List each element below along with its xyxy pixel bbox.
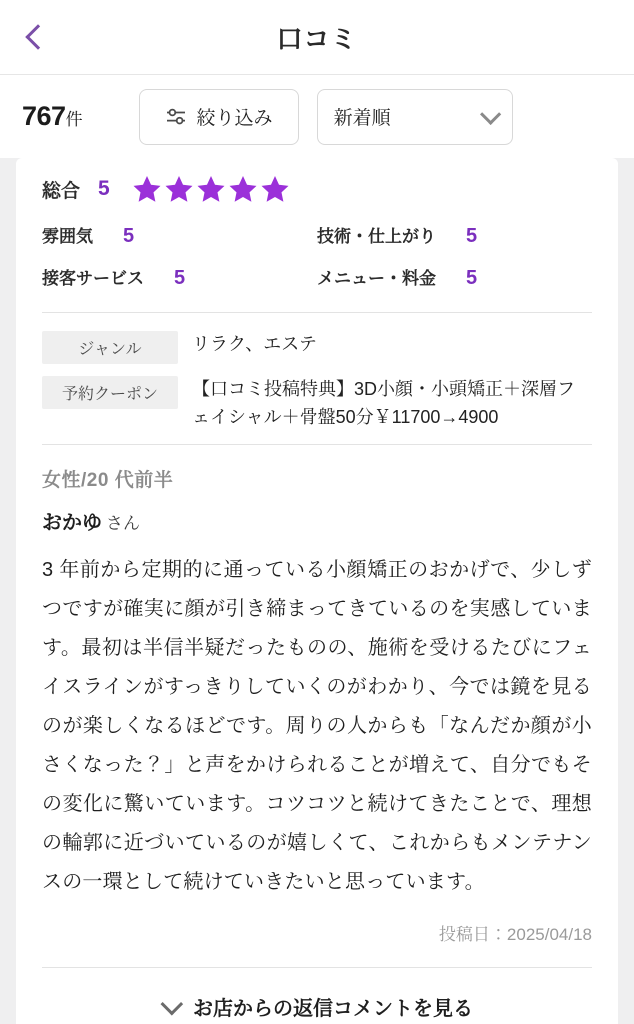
rating-value: 5 [466,225,478,247]
review-count [22,101,83,132]
info-row-genre [42,331,592,364]
shop-info [42,313,592,432]
chevron-left-icon [25,24,50,49]
sliders-icon [165,108,187,126]
filter-button[interactable] [139,89,299,145]
star-rating [132,174,290,204]
divider [42,444,592,445]
review-text: 3 年前から定期的に通っている小顔矯正のおかげで、少しずつですが確実に顔が引き締まってきているのを実感しています。最初は半信半疑だったものの、施術を受けるたびにフェイスラインがすっきりしていくのがわかり、今では鏡を見るのが楽しくなるほどです。周りの人からも「なんだか顔が小さくなった？」と声をかけられることが増えて、自分でもその変化に驚いています。コツコツと続けてきたことで、理想の輪郭に近づいているのが嬉しくて、これからもメンテナンスの一環として続けていきたいと思っています。 [42,558,592,893]
review-count-unit: 件 [65,110,83,129]
info-row-coupon [42,376,592,432]
rating-value: 5 [174,267,186,289]
star-icon [228,174,258,204]
app-header [0,0,634,74]
filter-bar [0,74,634,158]
rating-label: 技術・仕上がり [317,227,436,246]
info-value: リラク、エステ [192,334,317,354]
reviewer-name [42,506,592,535]
review-card [16,158,618,1024]
review-posted-date: 投稿日：2025/04/18 [438,924,592,944]
rating-value: 5 [466,267,478,289]
chevron-down-icon [161,993,184,1016]
chevron-down-icon [480,104,501,125]
sort-select[interactable] [317,89,513,145]
overall-rating-label: 総合 [42,180,81,202]
sort-select-value: 新着順 [333,108,391,129]
info-value: 【口コミ投稿特典】3D小顔・小頭矯正＋深層フェイシャル＋骨盤50分￥11700→4900 [192,379,576,427]
shop-reply-toggle[interactable] [42,968,592,1024]
shop-reply-toggle-label: お店からの返信コメントを見る [193,998,473,1021]
rating-row [42,264,317,290]
back-button[interactable] [10,0,60,74]
star-icon [260,174,290,204]
reviewer-suffix: さん [106,513,140,533]
info-tag: ジャンル [42,331,178,364]
star-icon [164,174,194,204]
rating-value: 5 [123,225,135,247]
overall-rating-value: 5 [98,177,110,200]
star-icon [196,174,226,204]
sub-ratings [42,222,592,290]
rating-label: 接客サービス [42,269,144,288]
rating-row [317,264,592,290]
rating-label: 雰囲気 [42,227,93,246]
rating-label: メニュー・料金 [317,269,436,288]
star-icon [132,174,162,204]
reviewer-meta: 女性/20 代前半 [42,469,174,491]
rating-row [42,222,317,248]
filter-button-label: 絞り込み [196,108,273,129]
rating-row [317,222,592,248]
review-count-number: 767 [22,101,66,131]
info-tag: 予約クーポン [42,376,178,409]
reviewer-nickname: おかゆ [42,511,102,534]
page-title: 口コミ [276,23,358,54]
overall-rating [42,158,592,204]
review-scroll-area[interactable] [0,158,634,1024]
